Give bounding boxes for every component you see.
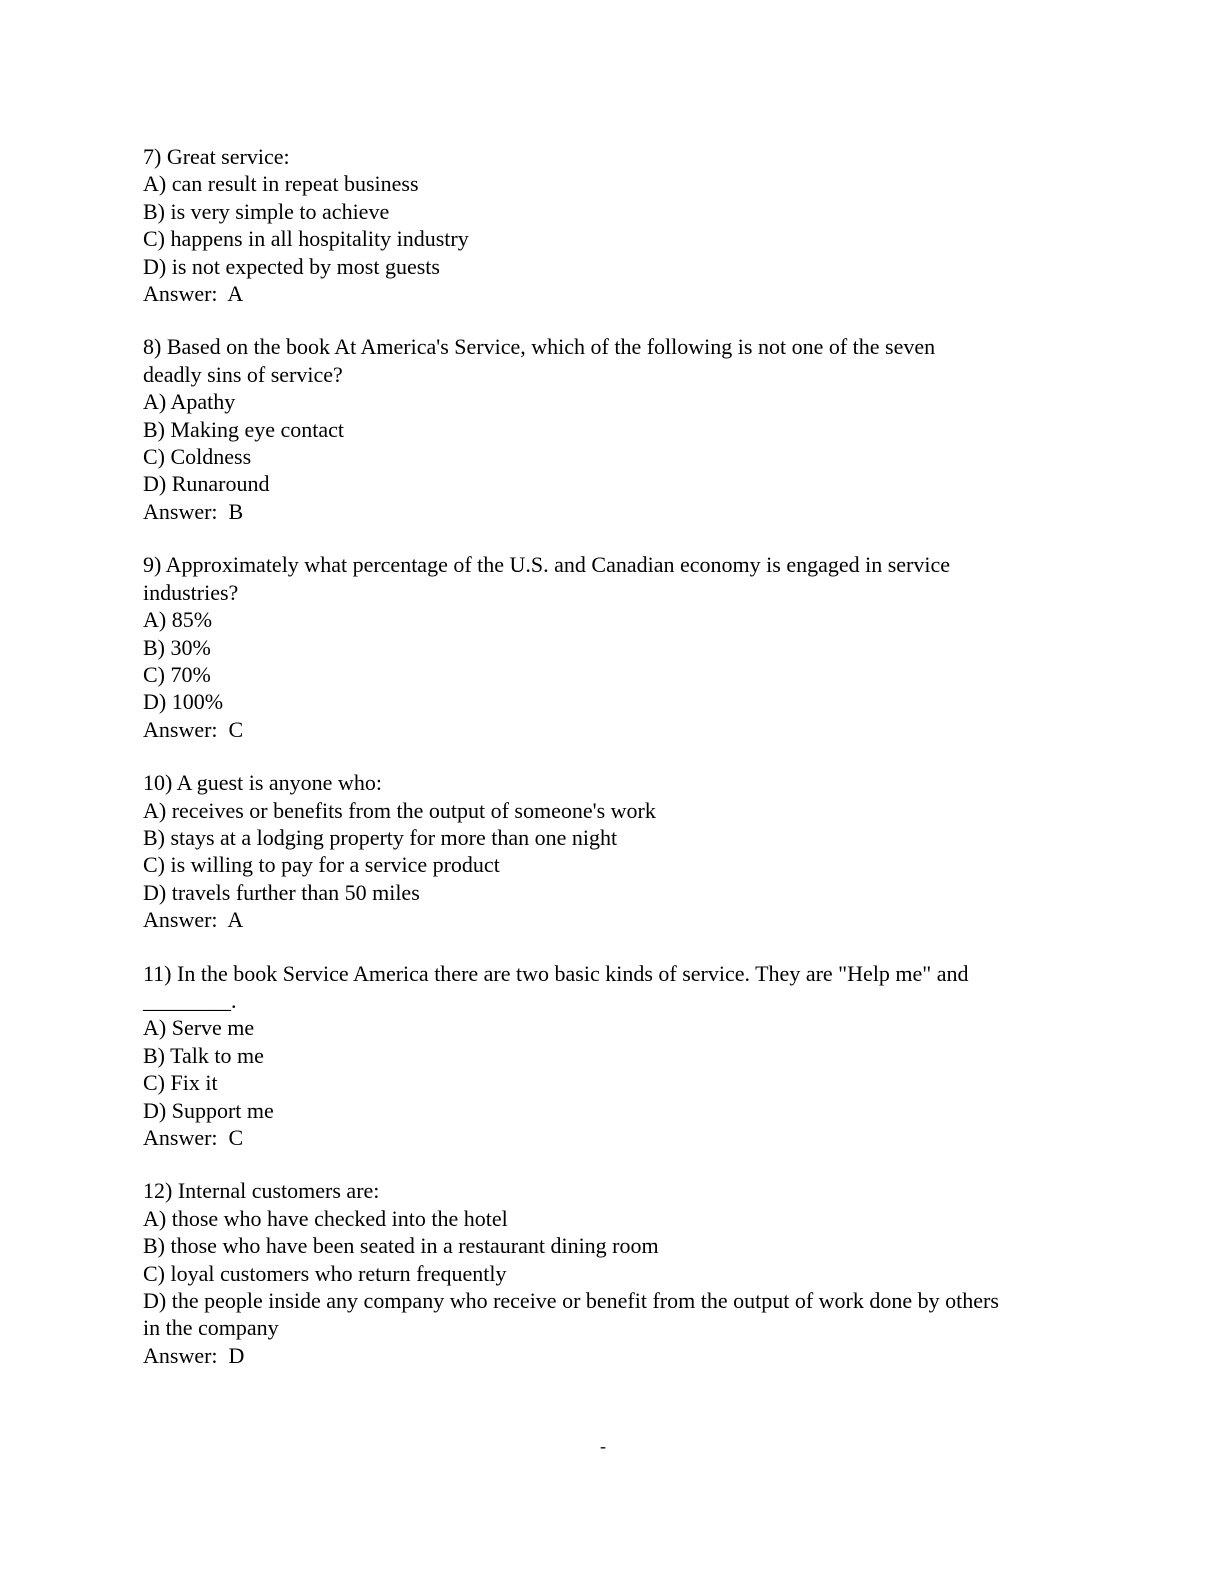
answer-option-c: C) Fix it — [143, 1070, 218, 1096]
answer-option-a: A) those who have checked into the hotel — [143, 1205, 508, 1231]
answer-option-c: C) happens in all hospitality industry — [143, 226, 469, 252]
answer-key: Answer: B — [143, 498, 244, 524]
answer-option-d: D) travels further than 50 miles — [143, 879, 420, 905]
answer-option-c: C) 70% — [143, 661, 211, 687]
answer-option-c: C) Coldness — [143, 444, 252, 470]
answer-option-d: D) 100% — [143, 689, 224, 715]
answer-option-a: A) Apathy — [143, 389, 236, 415]
answer-option-d: D) the people inside any company who receive or benefit from the output of work done by others — [143, 1288, 999, 1314]
question-12 — [143, 1177, 1083, 1369]
answer-option-b: B) is very simple to achieve — [143, 198, 390, 224]
answer-option-d-continued: in the company — [143, 1315, 279, 1341]
answer-option-b: B) Making eye contact — [143, 416, 344, 442]
answer-option-d: D) Support me — [143, 1097, 274, 1123]
question-11 — [143, 960, 1083, 1152]
answer-key: Answer: C — [143, 1125, 244, 1150]
question-stem: 8) Based on the book At America's Service, which of the following is not one of the seven — [143, 334, 936, 360]
answer-option-a: A) Serve me — [143, 1015, 255, 1041]
answer-option-a: A) receives or benefits from the output of someone's work — [143, 797, 656, 823]
question-stem: 12) Internal customers are: — [143, 1178, 380, 1204]
question-stem-continued: industries? — [143, 579, 239, 605]
answer-key: Answer: D — [143, 1342, 245, 1368]
question-8 — [143, 333, 1083, 525]
answer-option-a: A) 85% — [143, 607, 213, 633]
answer-option-b: B) stays at a lodging property for more than one night — [143, 824, 618, 850]
question-stem: 11) In the book Service America there are two basic kinds of service. They are "Help me" and — [143, 960, 969, 986]
answer-option-a: A) can result in repeat business — [143, 171, 419, 197]
question-stem: 7) Great service: — [143, 144, 290, 169]
answer-key: Answer: A — [143, 907, 244, 933]
answer-option-c: C) is willing to pay for a service product — [143, 852, 500, 878]
answer-option-d: D) is not expected by most guests — [143, 253, 440, 279]
answer-option-b: B) those who have been seated in a restaurant dining room — [143, 1233, 659, 1259]
answer-key: Answer: A — [143, 281, 244, 307]
answer-option-d: D) Runaround — [143, 471, 270, 497]
question-10 — [143, 769, 1083, 933]
question-stem: 10) A guest is anyone who: — [143, 770, 382, 796]
answer-option-b: B) Talk to me — [143, 1042, 264, 1068]
question-list — [143, 143, 1083, 1395]
question-7 — [143, 143, 1083, 307]
question-9 — [143, 551, 1083, 743]
answer-key: Answer: C — [143, 716, 244, 742]
question-stem-continued: ________. — [143, 987, 237, 1013]
question-stem: 9) Approximately what percentage of the U.S. and Canadian economy is engaged in service — [143, 552, 951, 578]
answer-option-b: B) 30% — [143, 634, 211, 660]
page-footer-mark: - — [600, 1436, 606, 1456]
question-stem-continued: deadly sins of service? — [143, 361, 343, 387]
answer-option-c: C) loyal customers who return frequently — [143, 1260, 507, 1286]
